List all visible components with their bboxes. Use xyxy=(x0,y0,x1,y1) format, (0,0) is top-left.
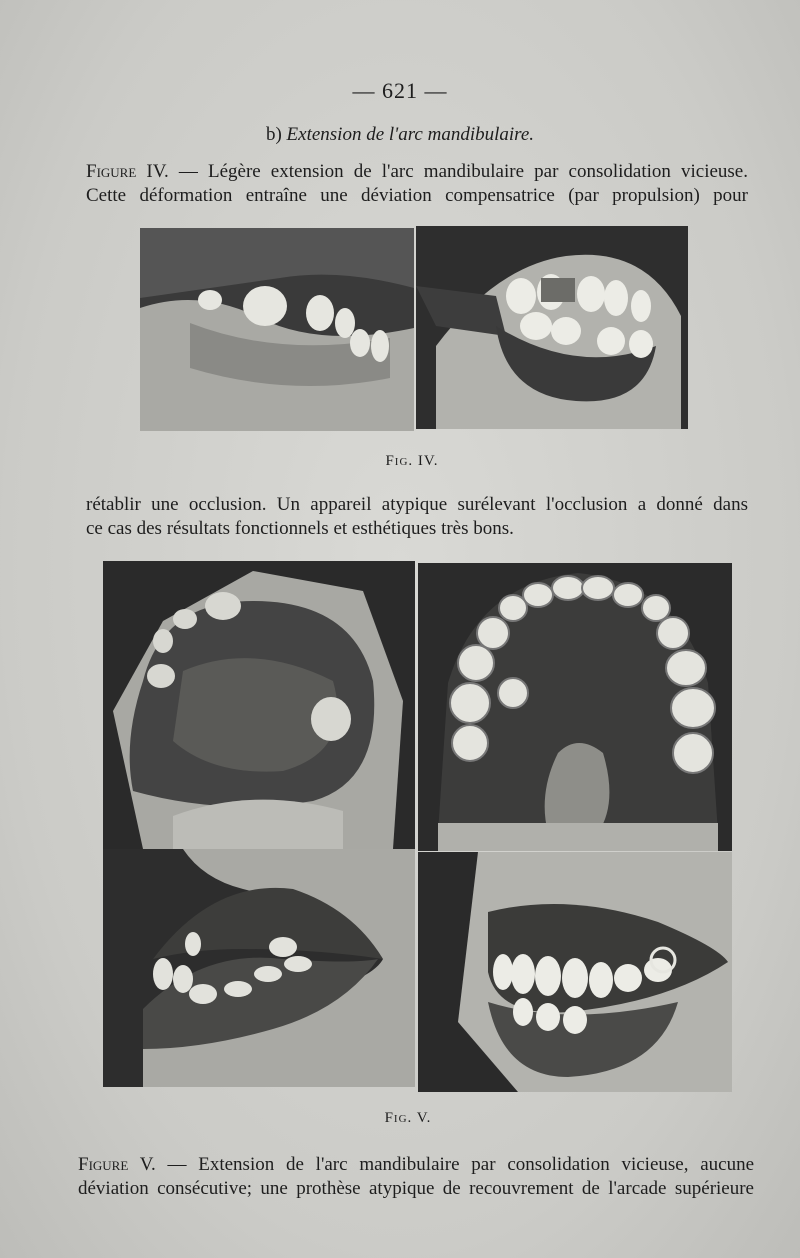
figure-v-photo-bottom-right xyxy=(418,852,732,1092)
paragraph-line xyxy=(86,160,748,184)
figure-iv-photo-right xyxy=(416,226,688,429)
page-number: — 621 — xyxy=(352,78,448,103)
paragraph-line xyxy=(78,1153,754,1177)
line-text: — Extension de l'arc mandibulaire par consolidation vicieuse, aucune xyxy=(167,1154,755,1175)
figure-v-photo-top-right xyxy=(418,563,732,851)
section-heading xyxy=(0,124,800,146)
figure-iv-photo-left xyxy=(140,228,414,431)
line-text: — Légère extension de l'arc mandibulaire par consolidation vicieuse. xyxy=(178,161,748,182)
paragraph-line: rétablir une occlusion. Un appareil atypique surélevant l'occlusion a donné dans xyxy=(86,494,748,515)
figure-v-photo-bottom-left xyxy=(103,849,415,1087)
figure-v-caption: Fig. V. xyxy=(384,1110,432,1126)
paragraph-line: Cette déformation entraîne une déviation compensatrice (par propulsion) pour xyxy=(86,185,748,206)
figure-label: Figure IV. xyxy=(86,161,169,182)
paragraph-line: ce cas des résultats fonctionnels et esthétiques très bons. xyxy=(86,518,514,539)
figure-label: Figure V. xyxy=(78,1154,156,1175)
section-prefix: b) xyxy=(265,124,282,145)
paragraph-line: déviation consécutive; une prothèse atypique de recouvrement de l'arcade supérieure xyxy=(78,1178,754,1199)
figure-iv-caption: Fig. IV. xyxy=(385,453,439,469)
section-title: Extension de l'arc mandibulaire. xyxy=(286,124,535,145)
figure-v-photo-top-left xyxy=(103,561,415,849)
continuation-paragraph xyxy=(86,493,748,541)
figure-iv-description xyxy=(86,160,748,208)
figure-v-description xyxy=(78,1153,754,1201)
